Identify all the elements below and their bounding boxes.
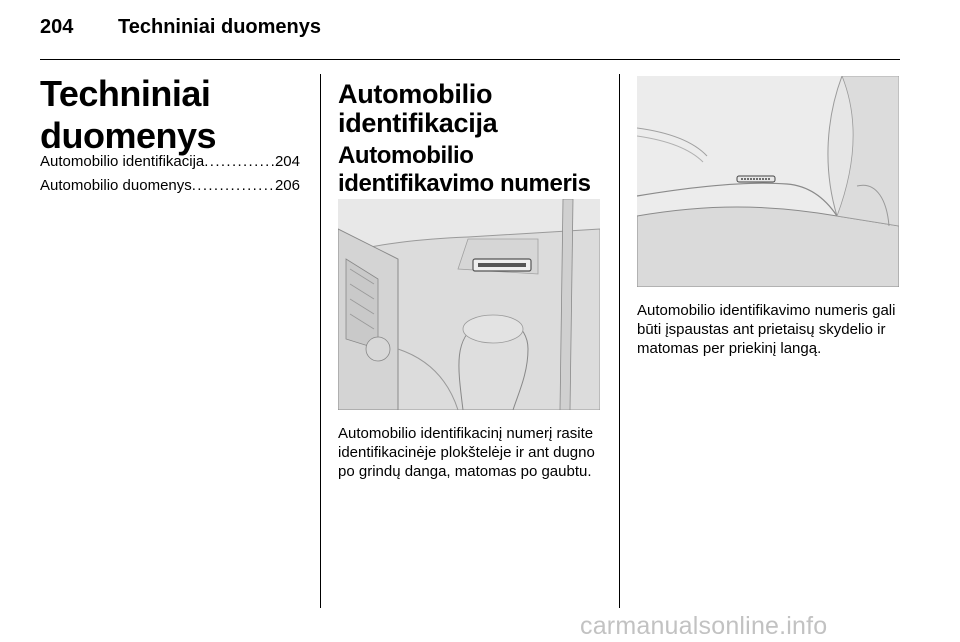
table-of-contents: [40, 150, 300, 198]
toc-entry-label: Automobilio identifikacija: [40, 153, 205, 170]
subsection-title: Automobilio identifikavimo numeris: [338, 142, 591, 197]
running-header-title: Techniniai duomenys: [118, 16, 321, 38]
toc-leader-dots: [192, 174, 275, 198]
paragraph-windshield-vin: Automobilio identifikavimo numeris gali būti įspaustas ant prietaisų skydelio ir matomas per priekinį langą.: [637, 302, 896, 357]
toc-entry-vehicle-data[interactable]: [40, 174, 300, 198]
vin-plate-illustration: [338, 199, 600, 410]
windshield-vin-illustration: [637, 76, 899, 287]
column-divider-left: [320, 74, 321, 608]
toc-entry-identification[interactable]: [40, 150, 300, 174]
paragraph-vin-location: Automobilio identifikacinį numerį rasite identifikacinėje plokštelėje ir ant dugno po grindų danga, matomas po gaubtu.: [338, 425, 595, 480]
watermark: carmanualsonline.info: [580, 612, 828, 640]
section-title: Automobilio identifikacija: [338, 79, 498, 138]
page-number: 204: [40, 16, 74, 38]
header-rule: [40, 59, 900, 60]
toc-entry-page: 204: [274, 153, 300, 170]
column-divider-right: [619, 74, 620, 608]
chapter-title: Techniniai duomenys: [40, 73, 217, 156]
toc-entry-page: 206: [274, 177, 300, 194]
toc-entry-label: Automobilio duomenys: [40, 177, 192, 194]
toc-leader-dots: [204, 150, 275, 174]
